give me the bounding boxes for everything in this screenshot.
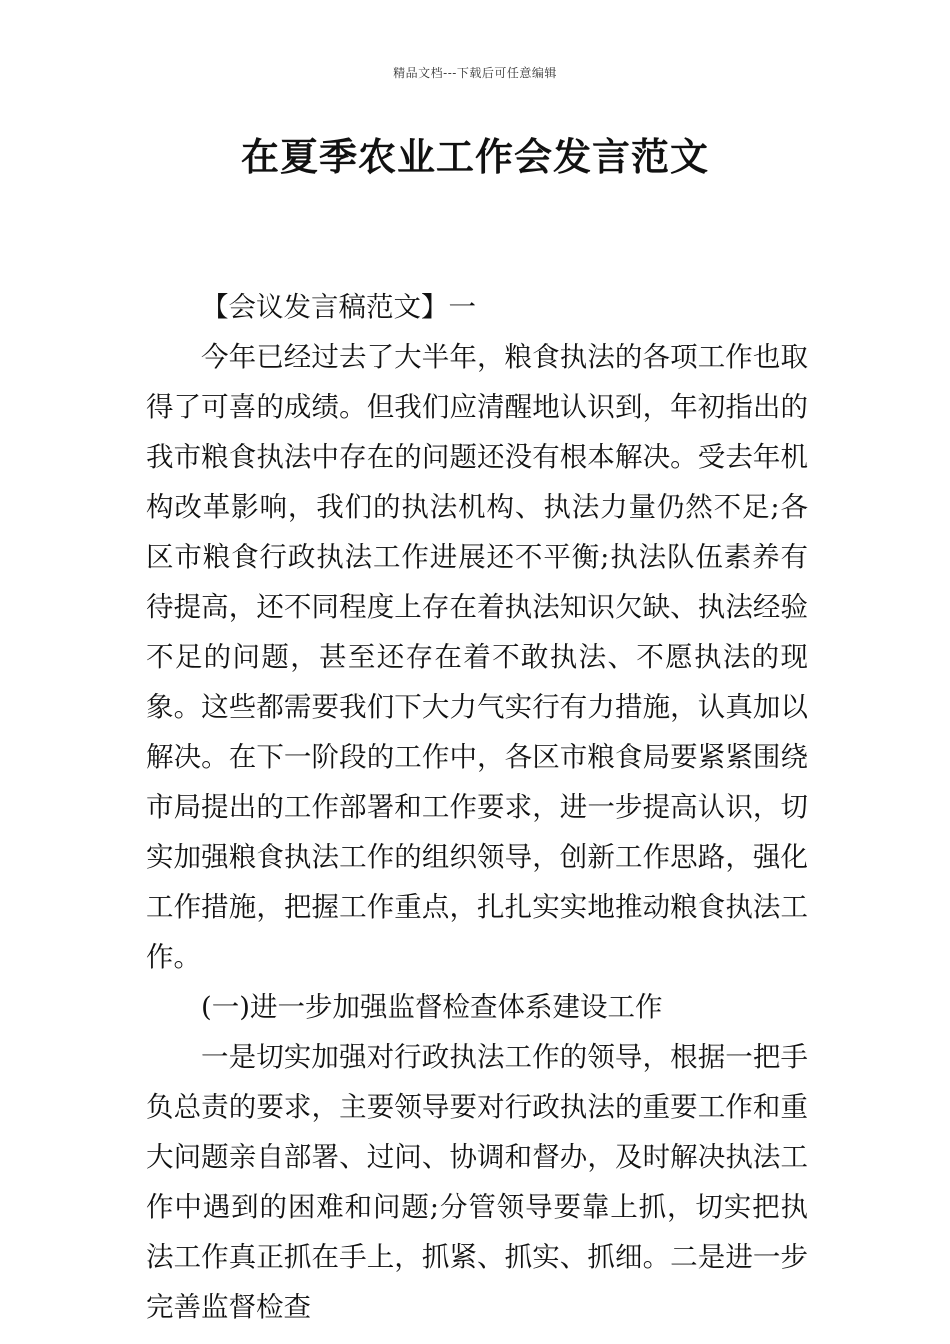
- header-note: 精品文档---下载后可任意编辑: [393, 66, 557, 80]
- paragraph-section-heading: 【会议发言稿范文】一: [201, 291, 476, 323]
- paragraph-detail: 一是切实加强对行政执法工作的领导，根据一把手负总责的要求，主要领导要对行政执法的重要工作和重大问题亲自部署、过问、协调和督办，及时解决执法工作中遇到的困难和问题;分管领导要靠上抓，切实把执法工作真正抓在手上，抓紧、抓实、抓细。二是进一步完善监督检查: [146, 1041, 808, 1323]
- document-title: 在夏季农业工作会发言范文: [240, 134, 709, 179]
- paragraph-intro: 今年已经过去了大半年，粮食执法的各项工作也取得了可喜的成绩。但我们应清醒地认识到，年初指出的我市粮食执法中存在的问题还没有根本解决。受去年机构改革影响，我们的执法机构、执法力量仍然不足;各区市粮食行政执法工作进展还不平衡;执法队伍素养有待提高，还不同程度上存在着执法知识欠缺、执法经验不足的问题，甚至还存在着不敢执法、不愿执法的现象。这些都需要我们下大力气实行有力措施，认真加以解决。在下一阶段的工作中，各区市粮食局要紧紧围绕市局提出的工作部署和工作要求，进一步提高认识，切实加强粮食执法工作的组织领导，创新工作思路，强化工作措施，把握工作重点，扎扎实实地推动粮食执法工作。: [146, 341, 808, 973]
- document-body: [146, 282, 808, 1332]
- paragraph-subheading: (一)进一步加强监督检查体系建设工作: [201, 991, 663, 1023]
